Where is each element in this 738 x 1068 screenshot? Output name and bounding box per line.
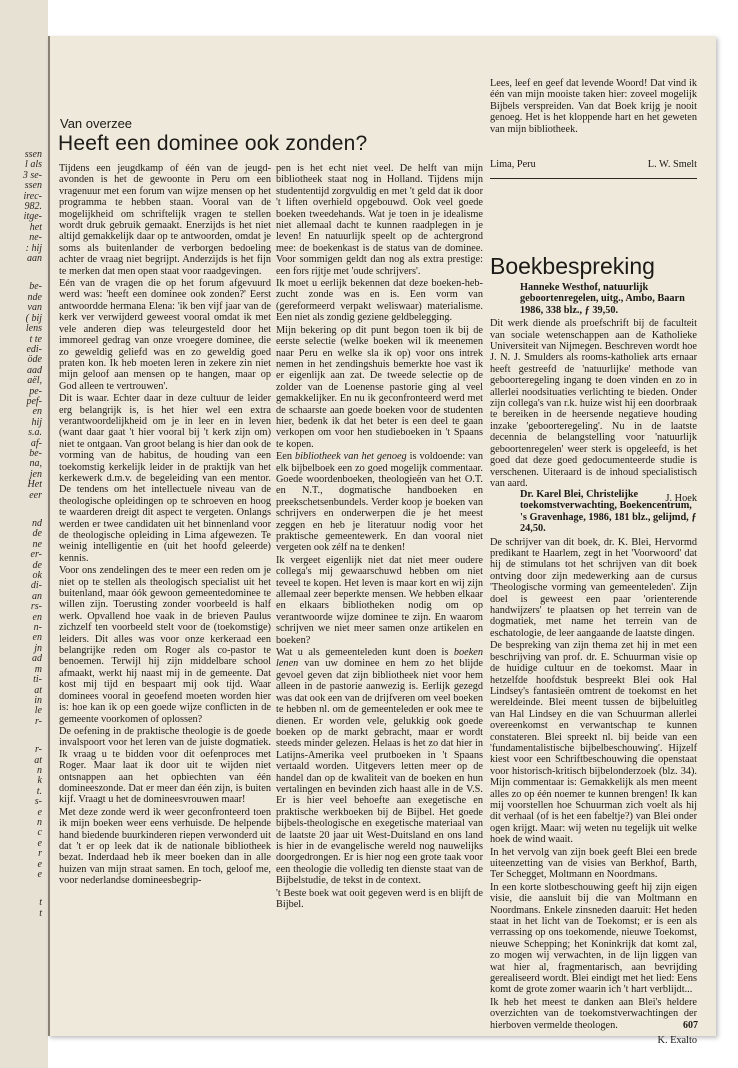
edge-fragment: en [32, 406, 42, 418]
edge-fragment: öde [27, 354, 42, 366]
text: Wat u als gemeenteleden kunt doen is [276, 647, 454, 659]
review-text: Dit werk diende als proefschrift bij de faculteit van sociale wetenschappen aan de Katholieke Universiteit van Nijmegen. Beschreven wordt hoe J. N. J. Smulders als rooms-katholiek arts ernaar heeft gestreefd de 'natuurlijke' methode van geboorteregeling ingang te doen vinden en zo in allerlei noodsituaties verlichting te bieden. Onder zijn collega's van r.k. huize wist hij een doorbraak te bereiken in de heersende negatieve houding inzake 'geboorteregeling'. Nu in de laatste decennia de belangstelling voor 'natuurlijk geboortenregelen' weer sterk is opgeleefd, is het goed dat deze goed gedocumenteerde studie is verschenen. Uiteraard is de inhoud specialistisch van aard. [490, 318, 697, 489]
edge-fragment: t te [29, 333, 42, 345]
paragraph: Lees, leef en geef dat levende Woord! Dat vind ik één van mijn mooiste taken hier: zoveel mogelijk Bijbels verspreiden. Van dat Boek krijg je nooit genoeg. Het is het kloppende hart en het geweten van mijn bibliotheek. [490, 78, 697, 135]
section-title: Boekbespreking [490, 253, 655, 279]
edge-fragment: e [37, 806, 42, 818]
previous-page-edge [0, 150, 46, 1050]
edge-fragment: hij [31, 416, 42, 428]
edge-fragment: Het [27, 479, 42, 491]
edge-fragment: at [34, 684, 42, 696]
edge-fragment: het [29, 221, 42, 233]
emphasis: boeken lenen [276, 647, 483, 670]
edge-fragment: de [32, 528, 42, 540]
edge-fragment: ssen [24, 180, 42, 192]
article-column-3 [490, 78, 697, 136]
edge-fragment: af- [30, 437, 42, 449]
edge-fragment: irec- [23, 190, 42, 202]
paragraph [276, 647, 483, 887]
article-column-2 [276, 163, 483, 911]
edge-fragment: r [38, 848, 42, 860]
article-column-1 [59, 163, 271, 888]
edge-fragment: r- [34, 744, 42, 756]
edge-fragment: edi- [26, 343, 42, 355]
edge-fragment: k [37, 775, 42, 787]
review-signature: J. Hoek [665, 493, 697, 505]
article-place: Lima, Peru [490, 159, 536, 170]
edge-fragment: er- [30, 549, 42, 561]
edge-fragment: pe- [29, 385, 42, 397]
edge-fragment: t [39, 897, 42, 909]
review-bibliography: Hanneke Westhof, natuurlijk geboortenregelen, uitg., Ambo, Baarn 1986, 338 blz., ƒ 39,50. [520, 282, 685, 316]
edge-fragment: jen [29, 468, 42, 480]
edge-fragment: e [37, 858, 42, 870]
edge-fragment: at [34, 754, 42, 766]
edge-fragment [0, 501, 46, 519]
edge-fragment: ne [32, 538, 42, 550]
review-1 [490, 282, 697, 506]
review-bibliography: Dr. Karel Blei, Christelijke toekomstverwachting, Boekencentrum, 's Gravenhage, 1986, 181 blz., gelijmd, ƒ 24,50. [520, 489, 697, 535]
edge-fragment [0, 264, 46, 282]
edge-fragment [0, 880, 46, 898]
paragraph: De oefening in de praktische theologie is de goede invalspoort voor het leren van de juiste dogmatiek. Ik vraag u te bidden voor dit oefenproces met Roger. Maar laat ik door uit te wijden niet ontsnappen aan het opbiechten van één domineeszonde. Dat er meer dan één zijn, is buiten kijf. Vraagt u het de domineesvrouwen maar! [59, 725, 271, 806]
edge-fragment: m [34, 663, 42, 675]
edge-fragment: in [34, 694, 42, 706]
edge-fragment: nde [27, 291, 42, 303]
edge-fragment: de [32, 559, 42, 571]
paragraph: Ik moet u eerlijk bekennen dat deze boeken-heb-zucht zonde was en is. Een vorm van (gereformeerd verpakt weliswaar) materialisme. Een niet als zondig geziene geldbelegging. [276, 278, 483, 324]
paragraph [276, 451, 483, 554]
edge-fragment: aad [27, 364, 42, 376]
review-text: Ik heb het meest te danken aan Blei's heldere overzichten van de toekomstverwachtingen der hierboven vermelde theologen. [490, 996, 697, 1031]
divider [490, 178, 697, 179]
paragraph: Eén van de vragen die op het forum afgevuurd werd was: 'heeft een dominee ook zonden?' Eerst antwoordde hermana Elena: 'ik ben vijf jaar van de kerk ver verwijderd geweest vooral omdat ik met vele anderen diep was teleurgesteld door het immoreel gedrag van onze vroegere dominee, die zo geweldig geliefd was en zo geweldig goed praten kon. Ik heb moeten leren in zekere zin niet mijn geloof aan mensen op te hangen, maar op God alleen te vertrouwen'. [59, 278, 271, 392]
edge-fragment: en [32, 611, 42, 623]
edge-fragment: ad [32, 653, 42, 665]
edge-fragment: c [37, 827, 42, 839]
edge-fragment: rs- [30, 601, 42, 613]
review-text: In een korte slotbeschouwing geeft hij zijn eigen visie, die aansluit bij die van Moltmann en Noordmans. Enkele zinsneden daaruit: Het heden staat in het licht van de Toekomst; er is een als verrassing op ons toekomende, nieuwe Toekomst, nieuwe Schepping; het Koninkrijk dat komt zal, zo mogen wij verwachten, in de lijn liggen van wat hier al, fragmentarisch, aan bevrijding gerealiseerd wordt. Blei eindigt met het lied: Eens komt de grote zomer waarin ich 't hart verblijdt... [490, 881, 697, 996]
review-text: In het vervolg van zijn boek geeft Blei een brede uiteenzetting van de visies van Berkhof, Barth, Ter Schegget, Moltmann en Noordmans. [490, 846, 697, 881]
edge-fragment: : hij [25, 242, 42, 254]
edge-fragment: an [32, 590, 42, 602]
edge-fragment: ne- [29, 232, 42, 244]
edge-fragment: e [37, 869, 42, 880]
edge-fragment: 3 se- [22, 169, 42, 181]
article-author: L. W. Smelt [647, 159, 697, 170]
text: van uw dominee en hem zo het blijde gevoel geven dat zijn bibliotheek niet voor hem alleen in de pastorie aanwezig is. Eerlijk gezegd was dat ook een van de drijfveren om veel boeken te hebben nl. om de gemeenteleden er ook mee te dienen. Er worden vele, gelukkig ook goede boeken op de markt gebracht, maar er wordt steeds minder gelezen. Helaas is het zo dat hier in Latijns-Amerika veel prutboeken in 't Spaans vertaald worden. Uitgevers letten meer op de handel dan op de kwaliteit van de boeken en hun vertalingen en bevinden zich haast alle in de V.S. Er is hier veel behoefte aan exegetische en praktische werkboeken bij de Bijbel. Het goede bijbels-theologische en exegetische materiaal van de laatste 20 jaar uit West-Duitsland en ons land is hier in de evangelische wereld nog nauwelijks doorgedrongen. Er is hier nog een grote taak voor een theologie die volledig ten dienste staat van de Bijbelstudie, de tekst in de context. [276, 658, 483, 887]
edge-fragment: s.a. [28, 427, 42, 439]
edge-fragment: le [34, 705, 42, 717]
edge-fragment: nd [32, 518, 42, 529]
article-signature [490, 159, 697, 170]
review-signature: K. Exalto [657, 1035, 697, 1047]
page-number: 607 [683, 1020, 698, 1031]
paragraph: 't Beste boek wat ooit gegeven werd is en blijft de Bijbel. [276, 887, 483, 910]
edge-fragment: en [32, 632, 42, 644]
edge-fragment: be- [29, 447, 42, 459]
edge-fragment [0, 727, 46, 745]
edge-fragment: itge- [23, 211, 42, 223]
edge-fragment: di- [30, 580, 42, 592]
edge-fragment: jn [34, 642, 42, 654]
paragraph: Mijn bekering op dit punt begon toen ik bij de eerste selectie (welke boeken wil ik meenemen naar Peru en welke sla ik op) voor ons intrek nemen in het zendingshuis bemerkte hoe vast ik er eigenlijk aan zat. De tweede selectie op de zolder van de Loenense pastorie ging al veel gemakkelijker. En nu ik geconfronteerd werd met de schaarste aan goede boeken voor de studenten hier, bedenk ik dat het beter is een deel te gaan verkopen om voor hen studieboeken in 't Spaans te kopen. [276, 324, 483, 450]
review-text: De bespreking van zijn thema zet hij in met een beschrijving van prof. dr. E. Schuurman visie op de huidige cultuur en de toekomst. Maar in hetzelfde hoofdstuk bespreekt Blei ook Hal Lindsey's fantasieën omtrent de toekomst en het wereldeinde. Blei meent tussen de bijbeluitleg van Hal Lindsey en die van Schuurman allerlei overeenkomst en verwantschap te kunnen constateren. Blei spreekt nl. bij beide van een 'fundamentalistische bijbelbeschouwing'. Hijzelf kiest voor een Schriftbeschouwing die openstaat voor historisch-kritisch bijbelonderzoek (blz. 34). Mijn commentaar is: Gemakkelijk als men meent alles zo op één noemer te kunnen brengen! Ik kan mij voorstellen hoe Schuurman zich voelt als hij dit verhaal (of is het een fabeltje?) van Blei onder ogen krijgt. Maar: wij weten nu tegelijk uit welke hoek de wind waait. [490, 640, 697, 846]
edge-fragment: pef- [26, 395, 42, 407]
edge-fragment: ok [32, 570, 42, 582]
paragraph: Met deze zonde werd ik weer geconfronteerd toen ik mijn boeken weer eens verhuisde. De helpende hand biedende buurkinderen riepen verwonderd uit dat 't er op leek dat ik de nationale bibliotheek bezat. Inderdaad heb ik meer boeken dan in alle huizen van mijn straat samen. En toch, geloof me, voor nederlandse domineesbegrip- [59, 806, 271, 887]
edge-fragment: r- [34, 715, 42, 727]
text: is voldoende: van elk bijbelboek een zo goed mogelijk commentaar. Goede woordenboeken, theologieën van het O.T. en N.T., dogmatische handboeken en preekschetsenbundels. Verder koop je boeken van schrijvers en onderwerpen die je het meest zeggen en heb je literatuur nodig voor het praktische gemeentewerk. En dan vooral niet vergeten ook zélf na te denken! [276, 451, 483, 554]
edge-fragment: lens [25, 323, 42, 335]
paragraph: Voor ons zendelingen des te meer een reden om je niet op te stellen als theologisch specialist uit het buitenland, maar óók gewoon gemeentedominee te willen zijn. Toerusting zonder voorbeeld is half werk. Opvallend hoe vaak in de brieven Paulus zichzelf ten voorbeeld stelt voor de (toekomstige) leiders. Dit alles was voor onze kerkeraad een belangrijke reden om Roger als co-pastor te benoemen. Terwijl hij zijn middelbare school afmaakt, werkt hij naast mij in de gemeente. Dat kost mij tijd en bespaart mij ook tijd. Waar dominees vooral in geoefend moeten worden hier is: hoe kan ik op een goede wijze conflicten in de gemeente voorkomen of oplossen? [59, 565, 271, 725]
paragraph: Tijdens een jeugdkamp of één van de jeugd-avonden is het de gewoonte in Peru om een vragenuur met een forum van wijze mensen op het programma te hebben staan. Vooral van de mogelijkheid om schriftelijk vragen te stellen wordt druk gebruik gemaakt. Enerzijds is het niet altijd gemakkelijk daar op te antwoorden, omdat je soms als buitenlander de verborgen bedoeling achter de vraag niet begrijpt. Anderzijds is het fijn te merken dat men open staat voor raadgevingen. [59, 163, 271, 277]
edge-fragment: ti- [33, 674, 42, 686]
edge-fragment: t. [36, 785, 42, 797]
paragraph: Ik vergeet eigenlijk niet dat niet meer oudere collega's mij gewaarschuwd hebben om niet teveel te kopen. Het leven is maar kort en wij zijn allemaal zeer beperkte mensen. We hebben elkaar en elkaars bibliotheken nodig om op verantwoorde wijze dominee te zijn. En waarom schrijven we niet meer samen onze artikelen en boeken? [276, 554, 483, 646]
paragraph: pen is het echt niet veel. De helft van mijn bibliotheek staat nog in Holland. Tijdens mijn studententijd zorgvuldig en met 't geld dat ik door 't liften overhield opgebouwd. Ook veel goede boeken tweedehands. Wat je toen in je idealisme niet allemaal dacht te kunnen raadplegen in je leven! En natuurlijk speelt op de achtergrond mee: de boekenkast is de status van de dominee. Voor sommigen geldt dan nog als extra prestige: een fors rijtje met 'oude schrijvers'. [276, 163, 483, 277]
review-2 [490, 489, 697, 1048]
edge-fragment: n [37, 816, 42, 828]
edge-fragment: eer [29, 489, 42, 501]
edge-fragment: van [27, 302, 42, 314]
edge-fragment: n- [33, 622, 42, 634]
edge-fragment: s- [34, 796, 42, 808]
edge-fragment: e [37, 837, 42, 849]
edge-fragment: aël, [27, 375, 42, 387]
edge-fragment: 982. [24, 201, 42, 213]
edge-fragment: aan [27, 253, 42, 265]
review-text: De schrijver van dit boek, dr. K. Blei, Hervormd predikant te Haarlem, zegt in het 'Voorwoord' dat hij de stimulans tot het schrijven van dit boek ontving door zijn medewerking aan de cursus 'Theologische vorming van gemeenteleden'. Zijn doel is geweest een paar 'orienterende handwijzers' te plaatsen op het terrein van de dogmatiek, met name het terrein van de eschatologie, de leer aangaande de laatste dingen. [490, 536, 697, 639]
article-title: Heeft een dominee ook zonden? [58, 132, 368, 155]
paragraph: Dit is waar. Echter daar in deze cultuur de leider erg belangrijk is, is het hier wel een extra verantwoordelijkheid om je in leer en in leven (want daar gaat 't hier vooral bij 't kerk zijn om) niet te ontgaan. Van groot belang is hier dan ook de vorming van de habitus, de houding van een toekomstig kerkelijk leider in de praktijk van het kerkewerk d.m.v. de begeleiding van een mentor. De tendens om het intellectuele niveau van de theologische opleidingen op te schroeven en hoog te waarderen dreigt dit aspect te vergeten. Onlangs werden er twee candidaten uit het binnenland voor de theologische opleiding in Lima afgewezen. Te weinig intelligentie en (uit het hoofd geleerde) kennis. [59, 393, 271, 564]
edge-fragment: ssen [24, 150, 42, 160]
edge-fragment: be- [29, 281, 42, 293]
edge-fragment: na, [29, 458, 42, 470]
edge-fragment: n [37, 764, 42, 776]
article-kicker: Van overzee [60, 116, 133, 131]
edge-fragment: ( bij [25, 312, 42, 324]
edge-fragment: l als [25, 159, 42, 171]
edge-fragment: t [39, 907, 42, 919]
emphasis: bibliotheek van het genoeg [294, 451, 407, 463]
text: Een [276, 451, 295, 463]
